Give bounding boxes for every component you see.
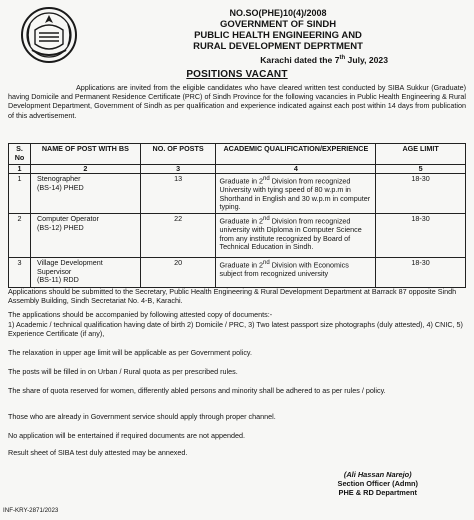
signatory-name: (Ali Hassan Narejo) bbox=[343, 470, 412, 479]
page-title: POSITIONS VACANT bbox=[186, 69, 288, 80]
header-age: AGE LIMIT bbox=[376, 144, 466, 165]
post-scale: (BS-14) PHED bbox=[36, 182, 84, 192]
column-number-row: 1 2 3 4 5 bbox=[9, 164, 466, 174]
qualification: Graduate in 2nd Division from recognized University with tying speed of 80 w.p.m in Shorthand in English and 30 w.p.m in computer typing. bbox=[216, 174, 376, 214]
documents-intro: The applications should be accompanied by following attested copy of documents:- bbox=[8, 310, 273, 319]
qualification: Graduate in 2nd Division from recognized university with Diploma in Computer Science from any institute recognized by Board of Technical Education in Sindh. bbox=[216, 213, 376, 257]
header-count: NO. OF POSTS bbox=[140, 144, 216, 165]
table-row: 1 Stenographer (BS-14) PHED 13 Graduate in 2nd Division from recognized University with tying speed of 80 w.p.m in Shorthand in English and 30 w.p.m in computer typing. 18-30 bbox=[9, 174, 466, 214]
government-of-sindh-emblem bbox=[20, 6, 78, 64]
letterhead bbox=[90, 8, 466, 52]
qualification: Graduate in 2nd Division with Economics subject from recognized university bbox=[216, 257, 376, 287]
documents-list: 1) Academic / technical qualification having date of birth 2) Domicile / PRC, 3) Two latest passport size photographs (duly attested), 4) CNIC, 5) Experience Certificate (if any), bbox=[8, 320, 463, 338]
header-post: NAME OF POST WITH BS bbox=[30, 144, 140, 165]
table-row: 2 Computer Operator (BS-12) PHED 22 Graduate in 2nd Division from recognized university with Diploma in Computer Science from any institute recognized by Board of Technical Education in Sindh. 18-30 bbox=[9, 213, 466, 257]
post-scale: (BS-11) RDD bbox=[36, 275, 79, 285]
missing-documents-note: No application will be entertained if required documents are not appended. bbox=[8, 431, 245, 440]
header-line-rural-development: RURAL DEVELOPMENT DEPRTMENT bbox=[193, 41, 363, 52]
result-sheet-note: Result sheet of SIBA test duly attested may be annexed. bbox=[8, 448, 188, 457]
reserved-quota-note: The share of quota reserved for women, differently abled persons and minority shall be adhered to as per rules / policy. bbox=[8, 386, 386, 395]
table-header-row bbox=[9, 144, 466, 165]
header-line-public-health: PUBLIC HEALTH ENGINEERING AND bbox=[194, 30, 362, 41]
age-relaxation-note: The relaxation in upper age limit will be applicable as per Government policy. bbox=[8, 348, 252, 357]
quota-rules-note: The posts will be filled in on Urban / Rural quota as per prescribed rules. bbox=[8, 367, 238, 376]
post-name: Village Development Supervisor bbox=[36, 257, 103, 276]
submission-paragraph: Applications should be submitted to the Secretary, Public Health Engineering & Rural Development Department at Barrack 87 opposite Sindh Assembly Building, Sindh Secretariat No. 4-B, Karachi. bbox=[8, 287, 457, 305]
date-line: Karachi dated the 7th July, 2023 bbox=[260, 55, 388, 65]
post-scale: (BS-12) PHED bbox=[36, 222, 84, 232]
government-service-note: Those who are already in Government service should apply through proper channel. bbox=[8, 412, 276, 421]
header-sno: S. No bbox=[9, 144, 31, 165]
footer-code: INF-KRY-2871/2023 bbox=[3, 507, 59, 514]
intro-paragraph: Applications are invited from the eligible candidates who have cleared written test conducted by SIBA Sukkur (Graduate) having Domicile and Permanent Residence Certificate (PRC) of Sindh Province for the following vacancies in Public Health Engineering & Rural Development Department, Government of Sindh as per qualification and experience indicated against each post within 14 days from publication of this advertisement. bbox=[8, 83, 466, 120]
header-line-government: GOVERNMENT OF SINDH bbox=[219, 19, 337, 30]
post-name: Computer Operator bbox=[36, 213, 99, 223]
table-row: 3 Village Development Supervisor (BS-11) RDD 20 Graduate in 2nd Division with Economics subject from recognized university 18-30 bbox=[9, 257, 466, 287]
header-qualification: ACADEMIC QUALIFICATION/EXPERIENCE bbox=[216, 144, 376, 165]
signature-block bbox=[338, 470, 418, 497]
reference-number: NO.SO(PHE)10(4)/2008 bbox=[229, 8, 327, 18]
vacancy-table bbox=[8, 143, 466, 288]
signatory-department: PHE & RD Department bbox=[338, 488, 417, 497]
post-name: Stenographer bbox=[36, 174, 81, 184]
signatory-designation: Section Officer (Admn) bbox=[337, 479, 418, 488]
